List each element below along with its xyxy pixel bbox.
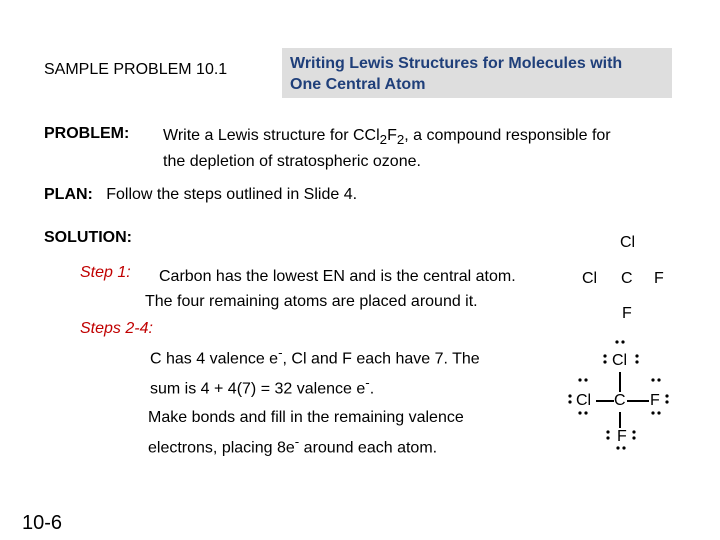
- lewis-atom-right: F: [650, 392, 660, 409]
- problem-text-part: Write a Lewis structure for CCl: [163, 127, 380, 144]
- text-part: electrons, placing 8e: [148, 439, 295, 457]
- steps-2-4-label: Steps 2-4:: [80, 320, 153, 337]
- lone-pair-dot: [651, 411, 654, 414]
- lone-pair-dot: [578, 411, 581, 414]
- lone-pair-dot: [635, 360, 638, 363]
- skeleton-atom-center: C: [621, 270, 633, 287]
- skeleton-atom-bottom: F: [622, 305, 632, 322]
- text-part: , Cl and F each have 7. The: [282, 350, 480, 368]
- text-part: .: [369, 380, 375, 398]
- text-part: Make bonds and fill in the remaining valence: [148, 409, 464, 426]
- lone-pair-dot: [616, 446, 619, 449]
- lone-pair-dot: [568, 400, 571, 403]
- title-line-1: Writing Lewis Structures for Molecules with: [290, 55, 623, 72]
- lewis-atom-left: Cl: [576, 392, 592, 409]
- step1-line-2: The four remaining atoms are placed around it.: [145, 293, 478, 310]
- plan-text: Follow the steps outlined in Slide 4.: [106, 186, 358, 203]
- lone-pairs: [568, 340, 668, 449]
- plan-label: PLAN:: [44, 186, 93, 203]
- lone-pair-dot: [606, 430, 609, 433]
- lone-pair-dot: [606, 436, 609, 439]
- lewis-atom-top: Cl: [612, 352, 628, 369]
- superscript: -: [278, 345, 283, 360]
- problem-label: PROBLEM:: [44, 125, 130, 142]
- text-part: C has 4 valence e: [150, 350, 279, 368]
- skeleton-atom-left: Cl: [582, 270, 598, 287]
- title-line-2: One Central Atom: [290, 76, 426, 93]
- problem-text-part: , a compound responsible for: [404, 127, 611, 144]
- problem-text-part: F: [387, 127, 397, 144]
- text-part: sum is 4 + 4(7) = 32 valence e: [150, 380, 366, 398]
- lone-pair-dot: [635, 354, 638, 357]
- lone-pair-dot: [603, 360, 606, 363]
- lone-pair-dot: [657, 411, 660, 414]
- lone-pair-dot: [665, 394, 668, 397]
- lone-pair-dot: [615, 340, 618, 343]
- solution-label: SOLUTION:: [44, 229, 132, 246]
- lewis-atom-bottom: F: [617, 428, 627, 445]
- lewis-atom-center: C: [614, 392, 626, 409]
- superscript: -: [365, 375, 370, 391]
- lone-pair-dot: [632, 430, 635, 433]
- lone-pair-dot: [632, 436, 635, 439]
- lone-pair-dot: [651, 378, 654, 381]
- lone-pair-dot: [568, 394, 571, 397]
- slide-number: 10-6: [22, 512, 63, 534]
- lone-pair-dot: [578, 378, 581, 381]
- problem-text-line-2: the depletion of stratospheric ozone.: [163, 153, 421, 171]
- lone-pair-dot: [603, 354, 606, 357]
- skeleton-atom-right: F: [654, 270, 664, 287]
- step1-line-1: Carbon has the lowest EN and is the central atom.: [159, 268, 516, 285]
- lone-pair-dot: [665, 400, 668, 403]
- skeleton-atom-top: Cl: [620, 234, 636, 251]
- lone-pair-dot: [622, 446, 625, 449]
- lone-pair-dot: [584, 411, 587, 414]
- sample-problem-label: SAMPLE PROBLEM 10.1: [44, 61, 228, 78]
- lone-pair-dot: [621, 340, 624, 343]
- step1-label: Step 1:: [80, 264, 131, 281]
- lone-pair-dot: [657, 378, 660, 381]
- subscript: 2: [396, 132, 405, 148]
- text-part: around each atom.: [299, 439, 438, 457]
- superscript: -: [294, 434, 300, 449]
- lone-pair-dot: [584, 378, 587, 381]
- subscript: 2: [379, 132, 388, 148]
